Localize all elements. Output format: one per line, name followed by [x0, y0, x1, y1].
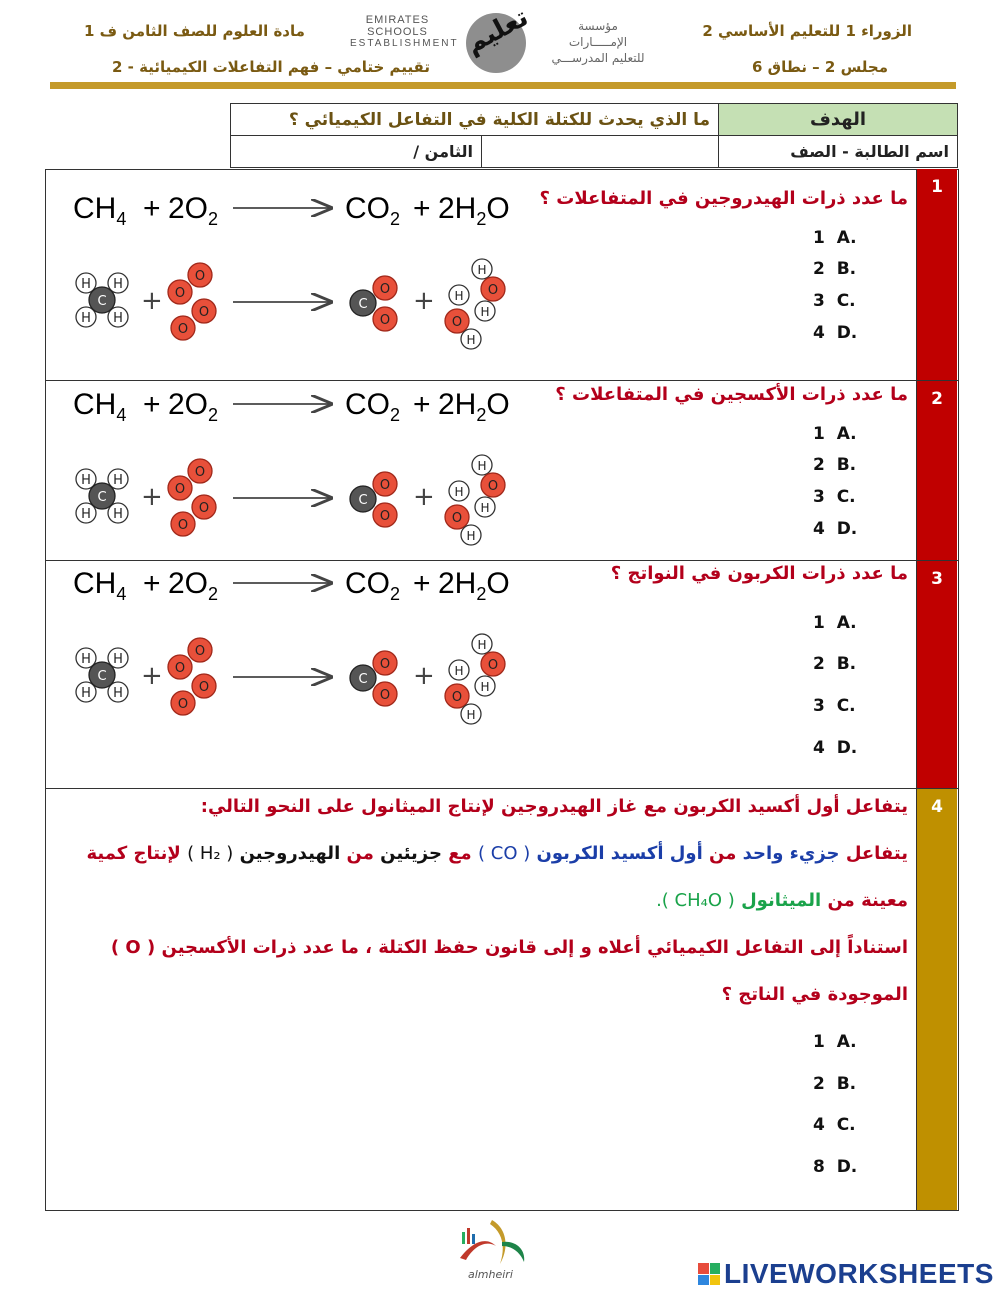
q1-option-a[interactable] [813, 228, 857, 248]
q4-p11: لإنتاج كمية معينة من [86, 843, 908, 911]
question-3-reaction-diagram [73, 553, 523, 733]
q4-p12: الميثانول [741, 890, 822, 911]
q3-option-b[interactable] [813, 654, 856, 674]
q2-option-c-letter: C. [836, 487, 856, 507]
question-3-number: 3 [916, 561, 957, 789]
q2-option-d-letter: D. [836, 519, 858, 539]
q3-option-a-letter: A. [836, 613, 857, 633]
q1-option-b-value: 2 [813, 259, 825, 279]
q4-option-c[interactable] [813, 1115, 856, 1135]
header-divider [50, 82, 956, 89]
subject-title: مادة العلوم للصف الثامن ف 1 [84, 22, 305, 40]
q3-option-d-letter: D. [836, 738, 858, 758]
ese-english-logo [350, 14, 459, 49]
q4-p6: مع [448, 843, 472, 864]
q4-option-b-value: 2 [813, 1074, 825, 1094]
q1-option-c-value: 3 [813, 291, 825, 311]
q4-p9: الهيدروجين [239, 843, 341, 864]
q4-option-a[interactable] [813, 1032, 857, 1052]
q3-option-c-letter: C. [836, 696, 856, 716]
q4-option-a-value: 1 [813, 1032, 825, 1052]
q2-option-b-value: 2 [813, 455, 825, 475]
q4-intro: يتفاعل أول أكسيد الكربون مع غاز الهيدروجين لإنتاج الميثانول على النحو التالي: [200, 796, 908, 817]
ese-ar-line-1: مؤسسة الإمـــــارات [568, 19, 628, 49]
liveworksheets-icon [698, 1263, 720, 1285]
q4-p10: ( H₂ ) [187, 843, 234, 864]
q1-option-b[interactable] [813, 259, 856, 279]
q1-option-c[interactable] [813, 291, 856, 311]
q4-option-b-letter: B. [836, 1074, 857, 1094]
q4-p14: استناداً إلى التفاعل الكيميائي أعلاه و إلى قانون حفظ الكتلة ، ما عدد ذرات الأكسجين ( O ) الموجودة في الناتج ؟ [110, 937, 908, 1005]
question-2-number: 2 [916, 381, 957, 561]
q2-option-a[interactable] [813, 424, 857, 444]
q2-option-a-letter: A. [836, 424, 857, 444]
question-1-text: ما عدد ذرات الهيدروجين في المتفاعلات ؟ [539, 188, 908, 209]
student-label: اسم الطالبة - الصف [719, 136, 958, 168]
ese-line-2: ESTABLISHMENT [350, 38, 459, 49]
q4-p13: ( CH₄O ). [656, 890, 735, 911]
q4-option-d-value: 8 [813, 1157, 825, 1177]
q4-option-a-letter: A. [836, 1032, 857, 1052]
q1-option-d-value: 4 [813, 323, 825, 343]
assessment-title: تقييم ختامي – فهم التفاعلات الكيميائية - 2 [112, 58, 430, 76]
question-1-number: 1 [916, 169, 957, 382]
q4-p7: جزيئين [380, 843, 442, 864]
student-name-field[interactable] [482, 136, 719, 168]
q1-option-b-letter: B. [836, 259, 857, 279]
question-4-text [68, 783, 908, 1018]
almheiri-logo-icon [452, 1212, 534, 1272]
q2-option-b-letter: B. [836, 455, 857, 475]
liveworksheets-text: LIVEWORKSHEETS [724, 1258, 994, 1289]
q2-option-c-value: 3 [813, 487, 825, 507]
q1-option-a-letter: A. [836, 228, 857, 248]
q4-p4: أول أكسيد الكربون [536, 843, 703, 864]
question-3-text: ما عدد ذرات الكربون في النواتج ؟ [610, 563, 908, 584]
q4-option-c-letter: C. [836, 1115, 856, 1135]
question-2-text: ما عدد ذرات الأكسجين في المتفاعلات ؟ [555, 384, 908, 405]
q4-option-c-value: 4 [813, 1115, 825, 1135]
goal-table [230, 103, 958, 168]
ese-arabic-logo [548, 18, 648, 66]
goal-label: الهدف [719, 104, 958, 136]
ese-ar-line-2: للتعليم المدرســـي [551, 51, 645, 65]
school-name: الزوراء 1 للتعليم الأساسي 2 [702, 22, 912, 40]
q3-option-a-value: 1 [813, 613, 825, 633]
q2-option-c[interactable] [813, 487, 856, 507]
q4-p3: من [709, 843, 737, 864]
q2-option-b[interactable] [813, 455, 856, 475]
taleem-logo-text: تعليم [460, 2, 534, 60]
q1-option-d-letter: D. [836, 323, 858, 343]
q3-option-b-value: 2 [813, 654, 825, 674]
almheiri-label: almheiri [468, 1268, 513, 1281]
q4-option-d-letter: D. [836, 1157, 858, 1177]
question-1-reaction-diagram [73, 178, 523, 358]
q3-option-c-value: 3 [813, 696, 825, 716]
q4-option-d[interactable] [813, 1157, 857, 1177]
grade-field[interactable]: الثامن / [231, 136, 482, 168]
q4-p2: جزيء واحد [742, 843, 840, 864]
question-2-reaction-diagram [73, 374, 523, 554]
q2-option-d-value: 4 [813, 519, 825, 539]
goal-question: ما الذي يحدث للكتلة الكلية في التفاعل الكيميائي ؟ [231, 104, 719, 136]
q4-p8: من [346, 843, 374, 864]
q2-option-d[interactable] [813, 519, 857, 539]
q4-p5: ( CO ) [478, 843, 531, 864]
q3-option-b-letter: B. [836, 654, 857, 674]
q3-option-c[interactable] [813, 696, 856, 716]
liveworksheets-brand[interactable] [698, 1258, 994, 1290]
q4-option-b[interactable] [813, 1074, 856, 1094]
council-name: مجلس 2 – نطاق 6 [752, 58, 888, 76]
q1-option-c-letter: C. [836, 291, 856, 311]
q3-option-a[interactable] [813, 613, 857, 633]
question-4-number: 4 [916, 789, 957, 1210]
q2-option-a-value: 1 [813, 424, 825, 444]
q3-option-d[interactable] [813, 738, 857, 758]
q3-option-d-value: 4 [813, 738, 825, 758]
q1-option-a-value: 1 [813, 228, 825, 248]
ese-line-1: EMIRATES SCHOOLS [365, 14, 430, 38]
q4-p1: يتفاعل [845, 843, 908, 864]
q1-option-d[interactable] [813, 323, 857, 343]
